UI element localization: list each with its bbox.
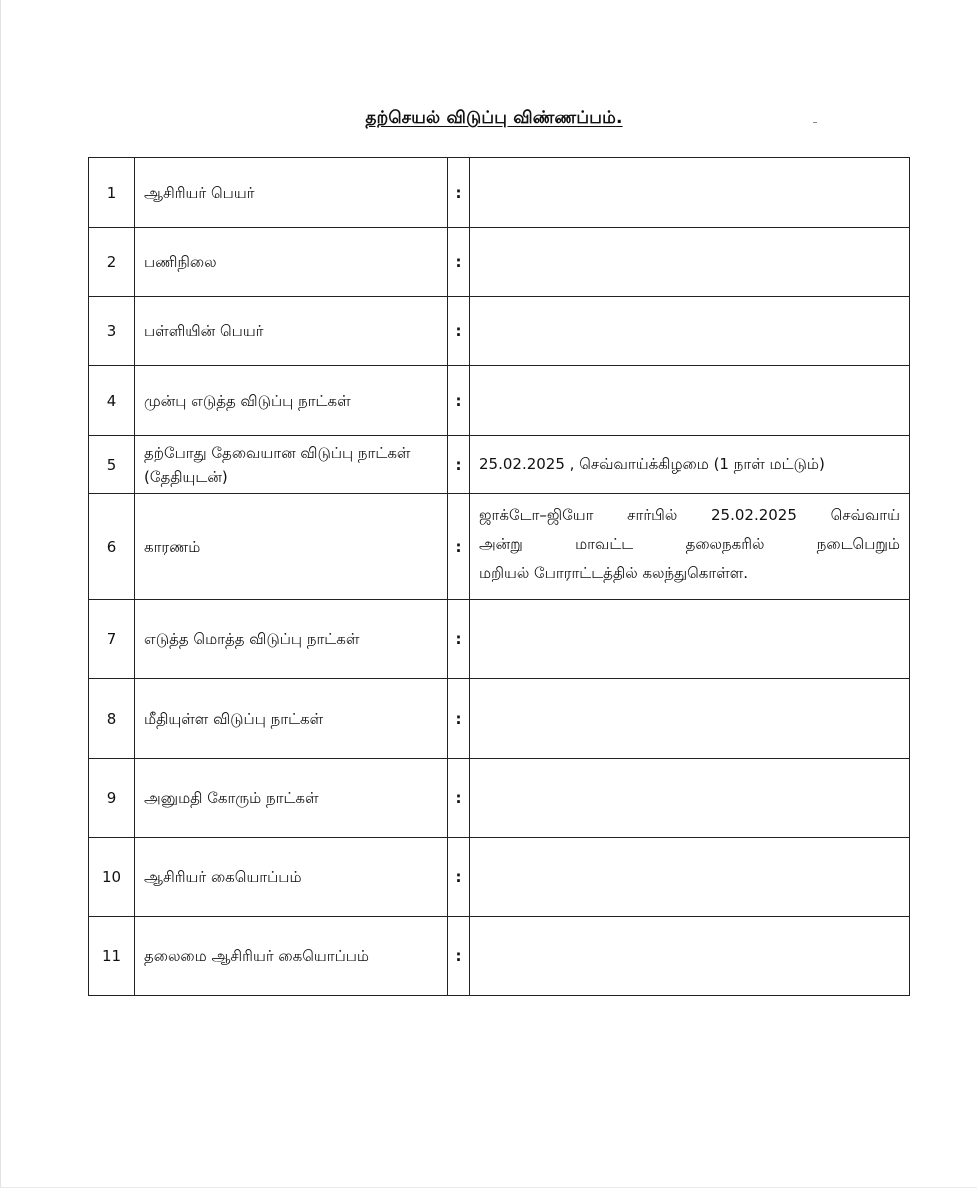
field-value-school-name[interactable] — [470, 297, 910, 366]
reason-line: மறியல் போராட்டத்தில் கலந்துகொள்ள. — [479, 564, 749, 582]
colon-separator: : — [448, 917, 470, 996]
table-row — [89, 679, 910, 759]
field-value-requested-days[interactable] — [470, 759, 910, 838]
row-number: 3 — [89, 297, 135, 366]
table-row — [89, 759, 910, 838]
field-label-headmaster-signature: தலைமை ஆசிரியர் கையொப்பம் — [135, 917, 448, 996]
field-value-headmaster-signature[interactable] — [470, 917, 910, 996]
colon-separator: : — [448, 838, 470, 917]
colon-separator: : — [448, 679, 470, 759]
row-number: 9 — [89, 759, 135, 838]
reason-line: அன்று மாவட்ட தலைநகரில் நடைபெறும் — [479, 535, 900, 553]
field-label-required-leave-days: தற்போது தேவையான விடுப்பு நாட்கள் (தேதியுடன்) — [135, 436, 448, 494]
field-value-previous-leave-days[interactable] — [470, 366, 910, 436]
field-value-remaining-leave-days[interactable] — [470, 679, 910, 759]
document-title: தற்செயல் விடுப்பு விண்ணப்பம். — [365, 108, 623, 128]
field-value-designation[interactable] — [470, 228, 910, 297]
table-row — [89, 158, 910, 228]
row-number: 1 — [89, 158, 135, 228]
table-row — [89, 494, 910, 600]
field-label-previous-leave-days: முன்பு எடுத்த விடுப்பு நாட்கள் — [135, 366, 448, 436]
field-value-teacher-signature[interactable] — [470, 838, 910, 917]
reason-text — [479, 501, 900, 588]
table-row — [89, 436, 910, 494]
field-label-total-leave-days: எடுத்த மொத்த விடுப்பு நாட்கள் — [135, 600, 448, 679]
reason-line: ஜாக்டோ–ஜியோ சார்பில் 25.02.2025 செவ்வாய் — [479, 506, 900, 524]
colon-separator: : — [448, 600, 470, 679]
row-number: 2 — [89, 228, 135, 297]
field-value-reason[interactable] — [470, 494, 910, 600]
field-label-teacher-signature: ஆசிரியர் கையொப்பம் — [135, 838, 448, 917]
row-number: 11 — [89, 917, 135, 996]
field-label-reason: காரணம் — [135, 494, 448, 600]
table-row — [89, 366, 910, 436]
table-row — [89, 917, 910, 996]
leave-application-table — [88, 157, 910, 996]
field-label-remaining-leave-days: மீதியுள்ள விடுப்பு நாட்கள் — [135, 679, 448, 759]
field-value-teacher-name[interactable] — [470, 158, 910, 228]
table-row — [89, 838, 910, 917]
colon-separator: : — [448, 158, 470, 228]
table-row — [89, 297, 910, 366]
row-number: 10 — [89, 838, 135, 917]
colon-separator: : — [448, 228, 470, 297]
colon-separator: : — [448, 494, 470, 600]
field-label-teacher-name: ஆசிரியர் பெயர் — [135, 158, 448, 228]
row-number: 6 — [89, 494, 135, 600]
colon-separator: : — [448, 297, 470, 366]
field-value-total-leave-days[interactable] — [470, 600, 910, 679]
row-number: 4 — [89, 366, 135, 436]
field-label-school-name: பள்ளியின் பெயர் — [135, 297, 448, 366]
required-leave-date-text: 25.02.2025 , செவ்வாய்க்கிழமை (1 நாள் மட்டும்) — [479, 454, 825, 473]
table-row — [89, 228, 910, 297]
colon-separator: : — [448, 366, 470, 436]
colon-separator: : — [448, 436, 470, 494]
row-number: 7 — [89, 600, 135, 679]
row-number: 8 — [89, 679, 135, 759]
field-label-requested-days: அனுமதி கோரும் நாட்கள் — [135, 759, 448, 838]
table-row — [89, 600, 910, 679]
colon-separator: : — [448, 759, 470, 838]
scan-speck — [813, 122, 817, 123]
row-number: 5 — [89, 436, 135, 494]
field-value-required-leave-days[interactable] — [470, 436, 910, 494]
field-label-designation: பணிநிலை — [135, 228, 448, 297]
